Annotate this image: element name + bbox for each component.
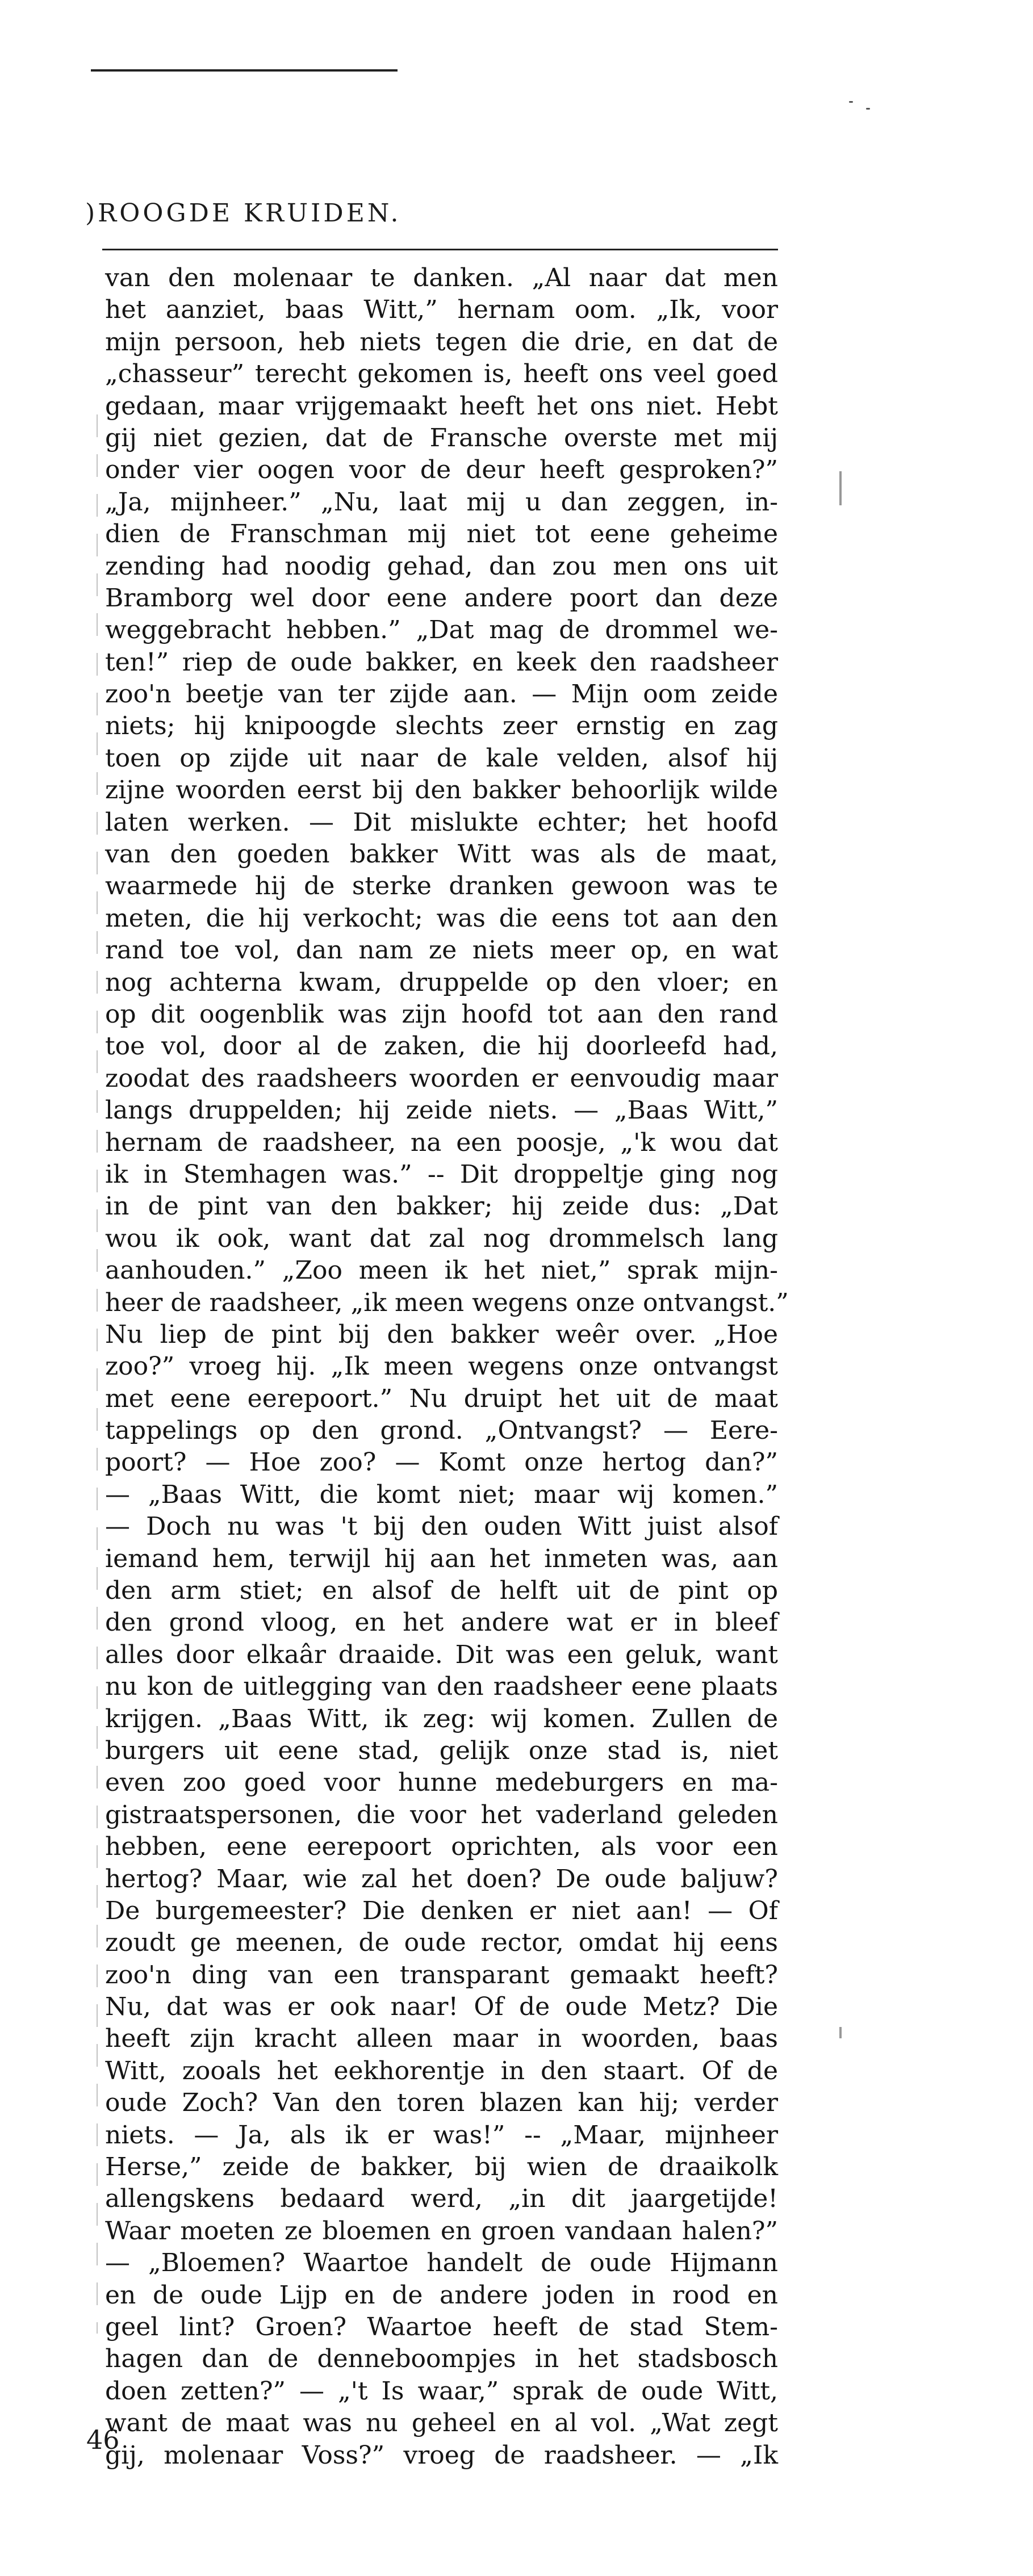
top-rule — [91, 69, 398, 72]
text-line: van den molenaar te danken. „Al naar dat men — [105, 263, 778, 292]
text-line: den arm stiet; en alsof de helft uit de pint op — [105, 1576, 778, 1606]
text-line: oude Zoch? Van den toren blazen kan hij; verder — [105, 2088, 778, 2118]
text-line: van den goeden bakker Witt was als de maat, — [105, 840, 778, 869]
text-line: laten werken. — Dit mislukte echter; het hoofd — [105, 807, 778, 837]
text-line: allengskens bedaard werd, „in dit jaargetijde! — [105, 2184, 778, 2214]
text-line: en de oude Lijp en de andere joden in rood en — [105, 2280, 778, 2310]
text-line: met eene eerepoort.” Nu druipt het uit de maat — [105, 1384, 778, 1413]
text-line: poort? — Hoe zoo? — Komt onze hertog dan?” — [105, 1448, 778, 1477]
text-line: nog achterna kwam, druppelde op den vloer; en — [105, 967, 778, 997]
text-line: want de maat was nu geheel en al vol. „Wat zegt — [105, 2409, 778, 2438]
text-line: zoudt ge meenen, de oude rector, omdat hij eens — [105, 1928, 778, 1958]
text-line: toen op zijde uit naar de kale velden, alsof hij — [105, 743, 778, 773]
ink-speck — [849, 101, 853, 103]
text-line: niets. — Ja, als ik er was!” -- „Maar, mijnheer — [105, 2120, 778, 2150]
text-line: Bramborg wel door eene andere poort dan deze — [105, 583, 778, 613]
text-line: geel lint? Groen? Waartoe heeft de stad Stem- — [105, 2313, 778, 2342]
text-line: rand toe vol, dan nam ze niets meer op, en wat — [105, 936, 778, 965]
text-line: „chasseur” terecht gekomen is, heeft ons veel goed — [105, 359, 778, 389]
text-line: nu kon de uitlegging van den raadsheer eene plaats — [105, 1672, 778, 1702]
text-line: heer de raadsheer, „ik meen wegens onze ontvangst.” — [105, 1288, 789, 1317]
text-line: zoodat des raadsheers woorden er eenvoudig maar — [105, 1063, 778, 1093]
text-line: in de pint van den bakker; hij zeide dus: „Dat — [105, 1192, 778, 1221]
text-line: De burgemeester? Die denken er niet aan! — Of — [105, 1896, 778, 1925]
text-line: even zoo goed voor hunne medeburgers en ma- — [105, 1768, 778, 1798]
text-line: — „Baas Witt, die komt niet; maar wij komen.” — [105, 1480, 778, 1509]
left-margin-marks — [97, 414, 98, 2334]
text-line: heeft zijn kracht alleen maar in woorden, baas — [105, 2024, 778, 2054]
right-margin-mark — [839, 2027, 842, 2038]
text-line: den grond vloog, en het andere wat er in bleef — [105, 1608, 778, 1637]
text-line: ik in Stemhagen was.” -- Dit droppeltje ging nog — [105, 1159, 778, 1189]
text-line: hagen dan de denneboompjes in het stadsbosch — [105, 2344, 778, 2374]
text-line: aanhouden.” „Zoo meen ik het niet,” sprak mijn- — [105, 1256, 778, 1285]
text-line: op dit oogenblik was zijn hoofd tot aan den rand — [105, 999, 778, 1029]
text-line: meten, die hij verkocht; was die eens tot aan den — [105, 903, 778, 933]
text-line: weggebracht hebben.” „Dat mag de drommel we- — [105, 615, 778, 645]
text-line: niets; hij knipoogde slechts zeer ernstig en zag — [105, 711, 778, 741]
text-line: dien de Franschman mij niet tot eene geheime — [105, 520, 778, 549]
text-line: Nu liep de pint bij den bakker weêr over. „Hoe — [105, 1320, 778, 1349]
text-line: „Ja, mijnheer.” „Nu, laat mij u dan zeggen, in- — [105, 487, 778, 517]
text-line: langs druppelden; hij zeide niets. — „Baas Witt,” — [105, 1096, 778, 1125]
text-line: zoo?” vroeg hij. „Ik meen wegens onze ontvangst — [105, 1352, 778, 1381]
ink-speck — [866, 108, 870, 110]
text-line: mijn persoon, heb niets tegen die drie, en dat de — [105, 327, 778, 357]
text-line: burgers uit eene stad, gelijk onze stad is, niet — [105, 1736, 778, 1765]
text-line: gij niet gezien, dat de Fransche overste met mij — [105, 423, 778, 453]
text-line: toe vol, door al de zaken, die hij doorleefd had, — [105, 1032, 778, 1061]
right-margin-mark — [839, 471, 842, 505]
text-line: onder vier oogen voor de deur heeft gesproken?” — [105, 455, 778, 485]
text-line: hertog? Maar, wie zal het doen? De oude baljuw? — [105, 1864, 778, 1894]
text-line: Nu, dat was er ook naar! Of de oude Metz? Die — [105, 1992, 778, 2022]
text-line: gistraatspersonen, die voor het vaderland geleden — [105, 1800, 778, 1829]
text-line: doen zetten?” — „'t Is waar,” sprak de oude Witt, — [105, 2376, 778, 2406]
text-line: iemand hem, terwijl hij aan het inmeten was, aan — [105, 1544, 778, 1573]
running-head: )ROOGDE KRUIDEN. — [85, 199, 402, 228]
text-line: gij, molenaar Voss?” vroeg de raadsheer. — „Ik — [105, 2440, 778, 2470]
text-line: zending had noodig gehad, dan zou men ons uit — [105, 551, 778, 581]
page-number: 46 — [86, 2424, 120, 2455]
text-line: zijne woorden eerst bij den bakker behoorlijk wilde — [105, 776, 778, 805]
text-line: — Doch nu was 't bij den ouden Witt juist alsof — [105, 1512, 778, 1542]
body-text — [105, 262, 789, 2472]
text-line: hernam de raadsheer, na een poosje, „'k wou dat — [105, 1128, 778, 1157]
text-line: gedaan, maar vrijgemaakt heeft het ons niet. Hebt — [105, 391, 778, 421]
text-line: ten!” riep de oude bakker, en keek den raadsheer — [105, 647, 778, 677]
head-rule — [102, 249, 778, 250]
text-line: Waar moeten ze bloemen en groen vandaan halen?” — [105, 2216, 778, 2246]
text-line: zoo'n ding van een transparant gemaakt heeft? — [105, 1960, 778, 1989]
text-line: tappelings op den grond. „Ontvangst? — Eere- — [105, 1416, 778, 1446]
text-line: Herse,” zeide de bakker, bij wien de draaikolk — [105, 2152, 778, 2182]
text-line: hebben, eene eerepoort oprichten, als voor een — [105, 1832, 778, 1862]
text-line: waarmede hij de sterke dranken gewoon was te — [105, 872, 778, 901]
text-line: krijgen. „Baas Witt, ik zeg: wij komen. Zullen de — [105, 1704, 778, 1733]
text-line: alles door elkaâr draaide. Dit was een geluk, want — [105, 1640, 778, 1669]
text-line: wou ik ook, want dat zal nog drommelsch lang — [105, 1224, 778, 1253]
text-line: — „Bloemen? Waartoe handelt de oude Hijmann — [105, 2248, 778, 2278]
text-line: Witt, zooals het eekhorentje in den staart. Of de — [105, 2056, 778, 2085]
text-line: zoo'n beetje van ter zijde aan. — Mijn oom zeide — [105, 680, 778, 709]
text-line: het aanziet, baas Witt,” hernam oom. „Ik, voor — [105, 295, 778, 325]
